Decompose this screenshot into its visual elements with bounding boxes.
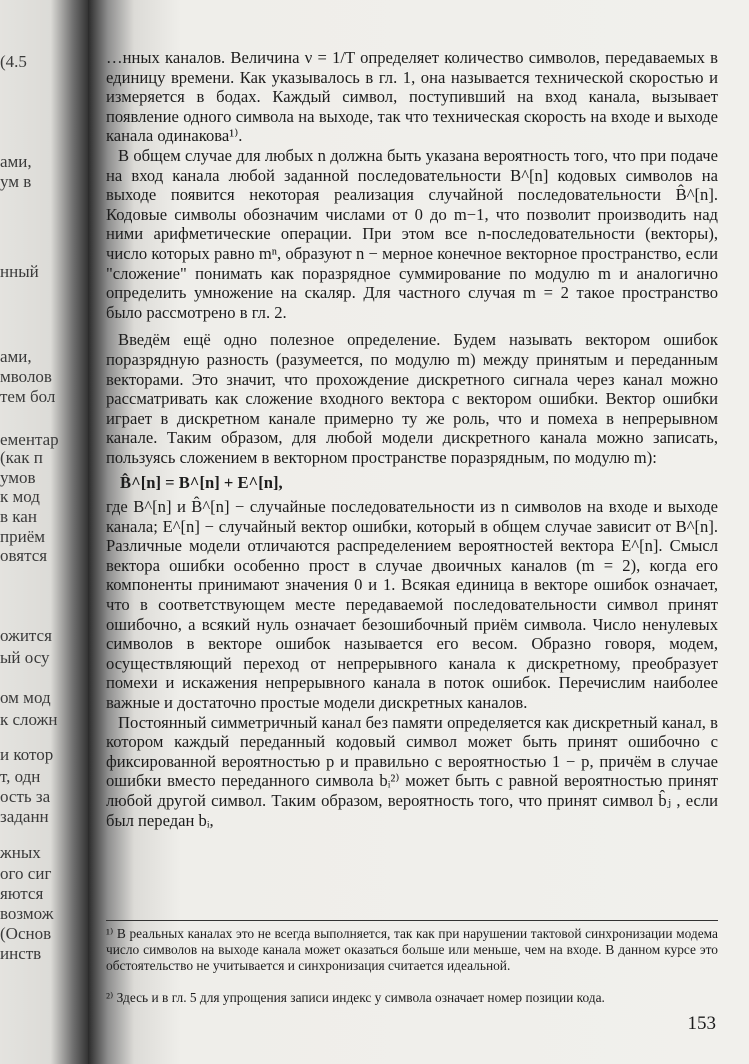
left-fragment: возмож (0, 904, 54, 923)
paragraph: где B^[n] и B̂^[n] − случайные последовательности из n символов на входе и выходе канала; E^[n] − случайный вектор ошибки, который в общем случае зависит от B^[n]. Различные модели отличаются распределением вероятностей вектора E^[n]. Смысл вектора ошибки особенно прост в случае двоичных каналов (m = 2), когда его компоненты принимают значения 0 и 1. Всякая единица в векторе ошибок означает, что в соответствующем месте передаваемой последовательности символ принят ошибочно, а всякий нуль означает безошибочный приём символа. Число ненулевых символов в векторе ошибок называется его весом. Образно говоря, модем, осуществляющий переход от непрерывного канала к дискретному, преобразует помехи и искажения непрерывного канала в поток ошибок. Перечислим наиболее важные и достаточно простые модели дискретных каналов. (106, 497, 718, 712)
left-fragment: жных (0, 843, 41, 862)
left-fragment: мволов (0, 367, 52, 386)
left-fragment: яются (0, 884, 44, 903)
left-page-strip (0, 0, 92, 1064)
left-fragment: ый осу (0, 648, 50, 667)
left-fragment: ами, (0, 347, 32, 366)
left-fragment: ом мод (0, 688, 51, 707)
page-body (106, 48, 718, 830)
left-fragment: умов (0, 468, 36, 487)
footnote: ¹⁾ В реальных каналах это не всегда выполняется, так как при нарушении тактовой синхронизации модема число символов на выходе канала может оказаться больше или меньше, чем на входе. В данном курсе это обстоятельство не учитывается и синхронизация считается идеальной. (106, 926, 718, 973)
paragraph: В общем случае для любых n должна быть указана вероятность того, что при подаче на вход канала любой заданной последовательности B^[n] кодовых символов на выходе появится некоторая реализация случайной последовательности B̂^[n]. Кодовые символы обозначим числами от 0 до m−1, что позволит производить над ними арифметические операции. При этом все n-последовательности (векторы), число которых равно mⁿ, образуют n − мерное конечное векторное пространство, если "сложение" понимать как поразрядное суммирование по модулю m и аналогично определить умножение на скаляр. Для частного случая m = 2 такое пространство было рассмотрено в гл. 2. (106, 145, 718, 322)
left-fragment: к мод (0, 487, 40, 506)
left-fragment: заданн (0, 807, 49, 826)
left-fragment: ого сиг (0, 864, 52, 883)
paragraph: …нных каналов. Величина ν = 1/T определяет количество символов, передаваемых в единицу времени. Как указывалось в гл. 1, она называется технической скоростью и измеряется в бодах. Каждый символ, поступивший на вход канала, вызывает появление одного символа на выходе, так что техническая скорость на входе и выходе канала одинакова¹⁾. (106, 48, 718, 146)
book-page (88, 0, 749, 1064)
left-fragment: овятся (0, 546, 48, 565)
left-fragment: и котор (0, 745, 54, 764)
left-fragment: ожится (0, 626, 52, 645)
left-fragment: (4.5 (0, 52, 27, 71)
left-fragment: в кан (0, 507, 37, 526)
left-fragment: (Основ (0, 924, 52, 943)
left-fragment: (как п (0, 448, 43, 467)
left-fragment: ость за (0, 787, 51, 806)
left-fragment: ум в (0, 172, 32, 191)
left-fragment: ементар (0, 430, 59, 449)
error-vector-formula: B̂^[n] = B^[n] + E^[n], (120, 473, 283, 493)
footnotes (106, 920, 718, 1006)
footnote: ²⁾ Здесь и в гл. 5 для упрощения записи индекс у символа означает номер позиции кода. (106, 990, 605, 1005)
left-fragment: тем бол (0, 387, 56, 406)
left-fragment: приём (0, 527, 45, 546)
left-fragment: инств (0, 944, 42, 963)
left-fragment: нный (0, 262, 39, 281)
paragraph: Введём ещё одно полезное определение. Будем называть вектором ошибок поразрядную разность (разумеется, по модулю m) между принятым и переданным векторами. Это значит, что прохождение дискретного сигнала через канал можно рассматривать как сложение входного вектора с вектором ошибки. Вектор ошибки играет в дискретном канале примерно ту же роль, что и помеха в непрерывном канале. Таким образом, для любой модели дискретного канала можно записать, пользуясь сложением в векторном пространстве поразрядным, по модулю m): (106, 330, 718, 467)
left-fragment: т, одн (0, 767, 41, 786)
paragraph: Постоянный симметричный канал без памяти определяется как дискретный канал, в котором каждый переданный кодовый символ может быть принят ошибочно с фиксированной вероятностью p и правильно с вероятностью 1 − p, причём в случае ошибки вместо переданного символа bᵢ²⁾ может быть с равной вероятностью принят любой другой символ. Таким образом, вероятность того, что принят символ b̂ⱼ , если был передан bᵢ, (106, 712, 718, 830)
left-fragment: ами, (0, 152, 32, 171)
page-number: 153 (687, 1013, 716, 1034)
left-fragment: к сложн (0, 710, 58, 729)
